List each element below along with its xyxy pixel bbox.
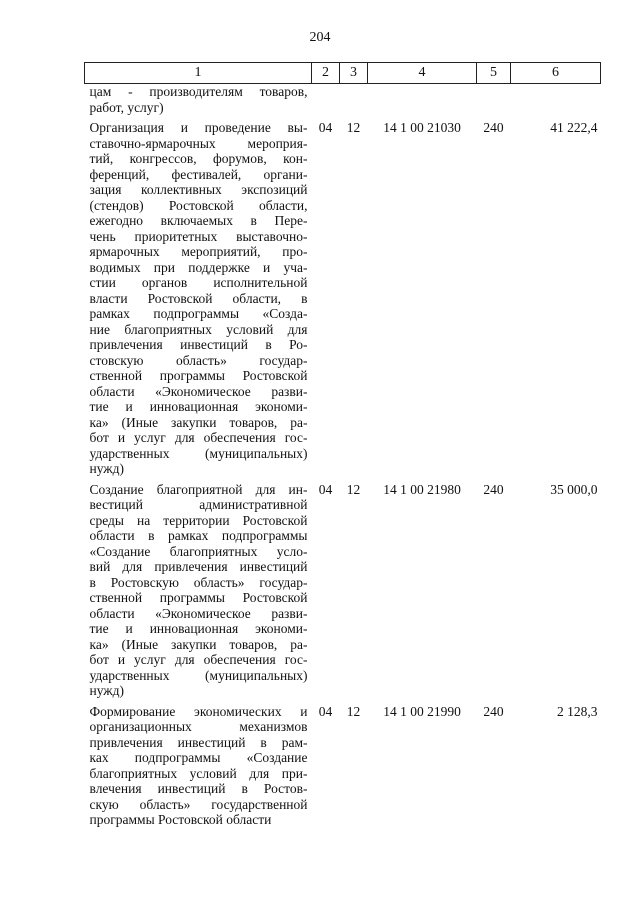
amount-value: 41 222,4	[550, 120, 598, 135]
subsection-code	[340, 84, 368, 116]
table-row	[85, 699, 601, 828]
description-line: ственной программы Ростовской	[89, 590, 308, 605]
amount-value: 35 000,0	[550, 481, 598, 497]
description-line: стовскую область» государ-	[89, 352, 308, 368]
subsection-code: 12	[346, 481, 361, 497]
description-line: в Ростовскую область» государ-	[89, 574, 308, 590]
target-article-code: 14 1 00 21030	[383, 120, 461, 135]
description-line: тий, конгрессов, форумов, кон-	[89, 151, 308, 166]
description-line: ние благоприятных условий для	[89, 321, 308, 337]
description-line: цам - производителям товаров,	[89, 84, 308, 99]
description-line: нужд)	[89, 461, 124, 476]
description-line: ференций, фестивалей, органи-	[89, 166, 308, 182]
description-line: водимых при поддержке и уча-	[89, 259, 308, 275]
description-line: рамках подпрограммы «Созда-	[89, 306, 308, 321]
column-header: 6	[511, 63, 601, 84]
target-article-code	[368, 84, 477, 116]
column-header: 3	[340, 63, 368, 84]
description-line: ставочно-ярмарочных мероприя-	[89, 135, 308, 151]
description-line: стии органов исполнительной	[89, 275, 308, 290]
section-code: 04	[318, 703, 333, 719]
expense-type-code: 240	[483, 120, 504, 135]
row-description	[85, 115, 312, 477]
description-line: области «Экономическое разви-	[89, 605, 308, 621]
description-line: (стендов) Ростовской области,	[89, 197, 308, 213]
description-line: ка» (Иные закупки товаров, ра-	[89, 414, 308, 430]
table-row	[85, 84, 601, 116]
target-article-code: 14 1 00 21990	[383, 703, 461, 719]
description-line: нужд)	[89, 683, 124, 698]
description-line: ственной программы Ростовской	[89, 368, 308, 383]
description-line: вестиций административной	[89, 497, 308, 512]
description-line: ярмарочных мероприятий, про-	[89, 244, 308, 259]
expense-type-code	[477, 84, 511, 116]
description-line: ударственных (муниципальных)	[89, 445, 308, 461]
description-line: зация коллективных экспозиций	[89, 182, 308, 197]
description-line: тие и инновационная экономи-	[89, 399, 308, 414]
table-row	[85, 477, 601, 699]
amount-value	[511, 84, 601, 116]
description-line: влечения инвестиций в Ростов-	[89, 781, 308, 796]
description-line: благоприятных условий для при-	[89, 765, 308, 781]
description-line: привлечения инвестиций в Ро-	[89, 337, 308, 352]
section-code	[312, 84, 340, 116]
row-description	[85, 699, 312, 828]
description-line: Формирование экономических и	[89, 703, 308, 719]
budget-table	[84, 62, 601, 828]
subsection-code: 12	[346, 703, 361, 719]
description-line: программы Ростовской области	[89, 812, 272, 827]
description-line: Создание благоприятной для ин-	[89, 481, 308, 497]
expense-type-code: 240	[483, 703, 504, 719]
description-line: Организация и проведение вы-	[89, 120, 308, 135]
description-line: бот и услуг для обеспечения гос-	[89, 430, 308, 445]
column-header: 5	[477, 63, 511, 84]
description-line: чень приоритетных выставочно-	[89, 228, 308, 244]
description-line: тие и инновационная экономи-	[89, 621, 308, 636]
section-code: 04	[318, 120, 333, 135]
description-line: области в рамках подпрограммы	[89, 528, 308, 543]
amount-value: 2 128,3	[557, 703, 598, 719]
description-line: ежегодно включаемых в Пере-	[89, 213, 308, 228]
description-line: среды на территории Ростовской	[89, 512, 308, 528]
description-line: области «Экономическое разви-	[89, 383, 308, 399]
description-line: бот и услуг для обеспечения гос-	[89, 652, 308, 667]
table-header-row	[85, 63, 601, 84]
row-description	[85, 84, 312, 116]
page-number: 204	[309, 30, 331, 45]
description-line: вий для привлечения инвестиций	[89, 559, 308, 574]
description-line: организационных механизмов	[89, 719, 308, 734]
description-line: «Создание благоприятных усло-	[89, 543, 308, 559]
table-row	[85, 115, 601, 477]
row-description	[85, 477, 312, 699]
target-article-code: 14 1 00 21980	[383, 481, 461, 497]
description-line: скую область» государственной	[89, 796, 308, 812]
description-line: власти Ростовской области, в	[89, 290, 308, 306]
column-header: 2	[312, 63, 340, 84]
subsection-code: 12	[346, 120, 361, 135]
description-line: ках подпрограммы «Создание	[89, 750, 308, 765]
description-line: привлечения инвестиций в рам-	[89, 734, 308, 750]
column-header: 1	[85, 63, 312, 84]
description-line: ка» (Иные закупки товаров, ра-	[89, 636, 308, 652]
column-header: 4	[368, 63, 477, 84]
section-code: 04	[318, 481, 333, 497]
expense-type-code: 240	[483, 481, 504, 497]
description-line: работ, услуг)	[89, 99, 164, 115]
description-line: ударственных (муниципальных)	[89, 667, 308, 683]
